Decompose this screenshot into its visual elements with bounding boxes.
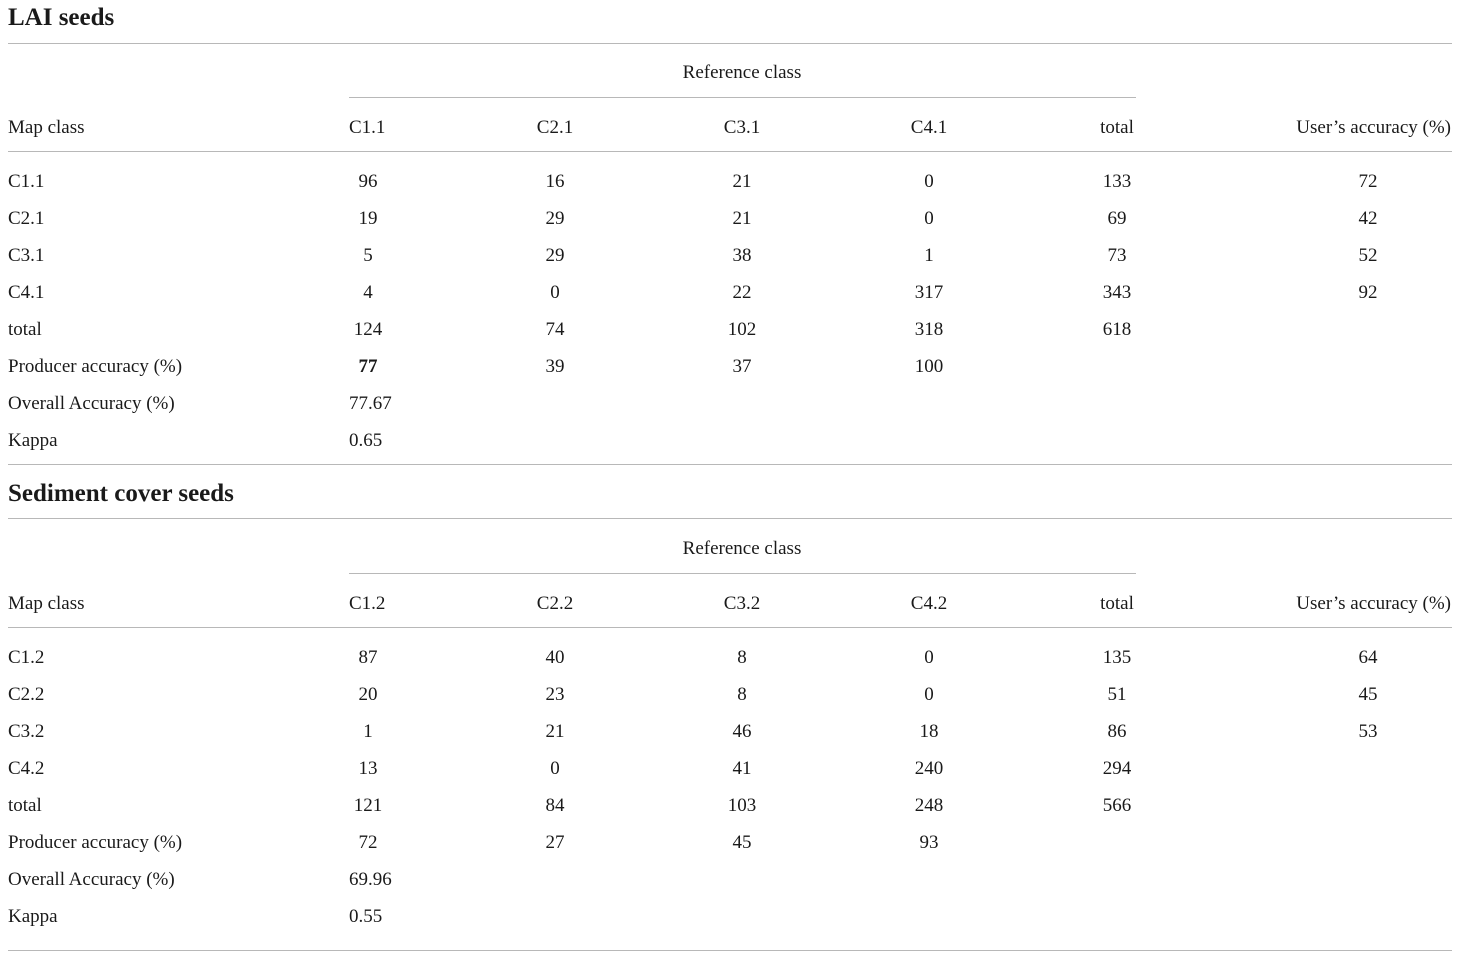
table-cell: 96 — [358, 171, 378, 192]
total-header: total — [1100, 593, 1134, 614]
kappa-value: 0.65 — [349, 430, 383, 451]
producer-accuracy-cell: 45 — [732, 832, 752, 853]
total-header: total — [1100, 117, 1134, 138]
producer-accuracy-cell: 100 — [914, 356, 944, 377]
producer-accuracy-cell: 27 — [545, 832, 565, 853]
user-accuracy-cell: 53 — [1358, 721, 1378, 742]
producer-accuracy-cell: 37 — [732, 356, 752, 377]
table-bottom-rule — [8, 950, 1452, 951]
user-accuracy-cell: 45 — [1358, 684, 1378, 705]
table-cell: 29 — [545, 245, 565, 266]
kappa-label: Kappa — [8, 430, 58, 451]
row-label: C4.2 — [8, 758, 45, 779]
row-total-cell: 133 — [1102, 171, 1132, 192]
row-total-cell: 73 — [1107, 245, 1127, 266]
overall-accuracy-value: 77.67 — [349, 393, 392, 414]
overall-accuracy-label: Overall Accuracy (%) — [8, 393, 175, 414]
map-class-header: Map class — [8, 117, 85, 138]
table-cell: 0 — [924, 208, 934, 229]
table-cell: 41 — [732, 758, 752, 779]
user-accuracy-cell: 42 — [1358, 208, 1378, 229]
column-header: C3.2 — [723, 593, 761, 614]
row-total-cell: 86 — [1107, 721, 1127, 742]
table-cell: 20 — [358, 684, 378, 705]
totals-row-label: total — [8, 795, 42, 816]
overall-accuracy-label: Overall Accuracy (%) — [8, 869, 175, 890]
producer-accuracy-label: Producer accuracy (%) — [8, 356, 183, 377]
row-total-cell: 69 — [1107, 208, 1127, 229]
producer-accuracy-cell: 77 — [358, 356, 378, 377]
title-rule — [8, 518, 1452, 519]
user-accuracy-cell: 52 — [1358, 245, 1378, 266]
column-header: C3.1 — [723, 117, 761, 138]
row-total-cell: 294 — [1102, 758, 1132, 779]
producer-accuracy-label: Producer accuracy (%) — [8, 832, 183, 853]
section-title: LAI seeds — [8, 4, 115, 31]
column-total-cell: 248 — [914, 795, 944, 816]
table-cell: 19 — [358, 208, 378, 229]
table-cell: 87 — [358, 647, 378, 668]
table-cell: 0 — [924, 647, 934, 668]
section-title: Sediment cover seeds — [8, 480, 234, 507]
reference-class-header: Reference class — [682, 62, 802, 83]
producer-accuracy-cell: 93 — [919, 832, 939, 853]
column-total-cell: 318 — [914, 319, 944, 340]
table-cell: 0 — [924, 171, 934, 192]
header-rule — [8, 627, 1452, 628]
column-header: C2.1 — [536, 117, 574, 138]
row-label: C3.2 — [8, 721, 45, 742]
row-label: C2.1 — [8, 208, 45, 229]
row-label: C1.2 — [8, 647, 45, 668]
column-total-cell: 102 — [727, 319, 757, 340]
table-cell: 40 — [545, 647, 565, 668]
row-total-cell: 135 — [1102, 647, 1132, 668]
user-accuracy-header: User’s accuracy (%) — [1296, 117, 1451, 138]
table-cell: 8 — [737, 684, 747, 705]
table-cell: 0 — [550, 758, 560, 779]
user-accuracy-cell: 92 — [1358, 282, 1378, 303]
column-header: C2.2 — [536, 593, 574, 614]
table-bottom-rule — [8, 464, 1452, 465]
user-accuracy-header: User’s accuracy (%) — [1296, 593, 1451, 614]
table-cell: 29 — [545, 208, 565, 229]
column-header: C1.1 — [349, 117, 386, 138]
row-label: C3.1 — [8, 245, 45, 266]
table-cell: 0 — [924, 684, 934, 705]
table-cell: 38 — [732, 245, 752, 266]
table-cell: 21 — [732, 208, 752, 229]
grand-total-cell: 566 — [1102, 795, 1132, 816]
column-total-cell: 84 — [545, 795, 565, 816]
user-accuracy-cell: 72 — [1358, 171, 1378, 192]
column-header: C4.1 — [910, 117, 948, 138]
column-total-cell: 74 — [545, 319, 565, 340]
row-label: C4.1 — [8, 282, 45, 303]
table-cell: 22 — [732, 282, 752, 303]
map-class-header: Map class — [8, 593, 85, 614]
table-cell: 16 — [545, 171, 565, 192]
reference-class-rule — [349, 97, 1136, 98]
table-cell: 8 — [737, 647, 747, 668]
user-accuracy-cell: 64 — [1358, 647, 1378, 668]
table-cell: 23 — [545, 684, 565, 705]
column-header: C4.2 — [910, 593, 948, 614]
producer-accuracy-cell: 39 — [545, 356, 565, 377]
table-cell: 240 — [914, 758, 944, 779]
row-total-cell: 343 — [1102, 282, 1132, 303]
column-header: C1.2 — [349, 593, 386, 614]
table-cell: 317 — [914, 282, 944, 303]
kappa-value: 0.55 — [349, 906, 383, 927]
table-cell: 18 — [919, 721, 939, 742]
header-rule — [8, 151, 1452, 152]
row-label: C2.2 — [8, 684, 45, 705]
grand-total-cell: 618 — [1102, 319, 1132, 340]
row-total-cell: 51 — [1107, 684, 1127, 705]
producer-accuracy-cell: 72 — [358, 832, 378, 853]
table-cell: 1 — [924, 245, 934, 266]
table-cell: 46 — [732, 721, 752, 742]
column-total-cell: 124 — [353, 319, 383, 340]
overall-accuracy-value: 69.96 — [349, 869, 392, 890]
table-cell: 21 — [545, 721, 565, 742]
column-total-cell: 103 — [727, 795, 757, 816]
table-cell: 4 — [363, 282, 373, 303]
column-total-cell: 121 — [353, 795, 383, 816]
table-cell: 5 — [363, 245, 373, 266]
table-cell: 1 — [363, 721, 373, 742]
table-cell: 13 — [358, 758, 378, 779]
reference-class-header: Reference class — [682, 538, 802, 559]
table-cell: 21 — [732, 171, 752, 192]
table-cell: 0 — [550, 282, 560, 303]
row-label: C1.1 — [8, 171, 45, 192]
title-rule — [8, 43, 1452, 44]
totals-row-label: total — [8, 319, 42, 340]
reference-class-rule — [349, 573, 1136, 574]
kappa-label: Kappa — [8, 906, 58, 927]
